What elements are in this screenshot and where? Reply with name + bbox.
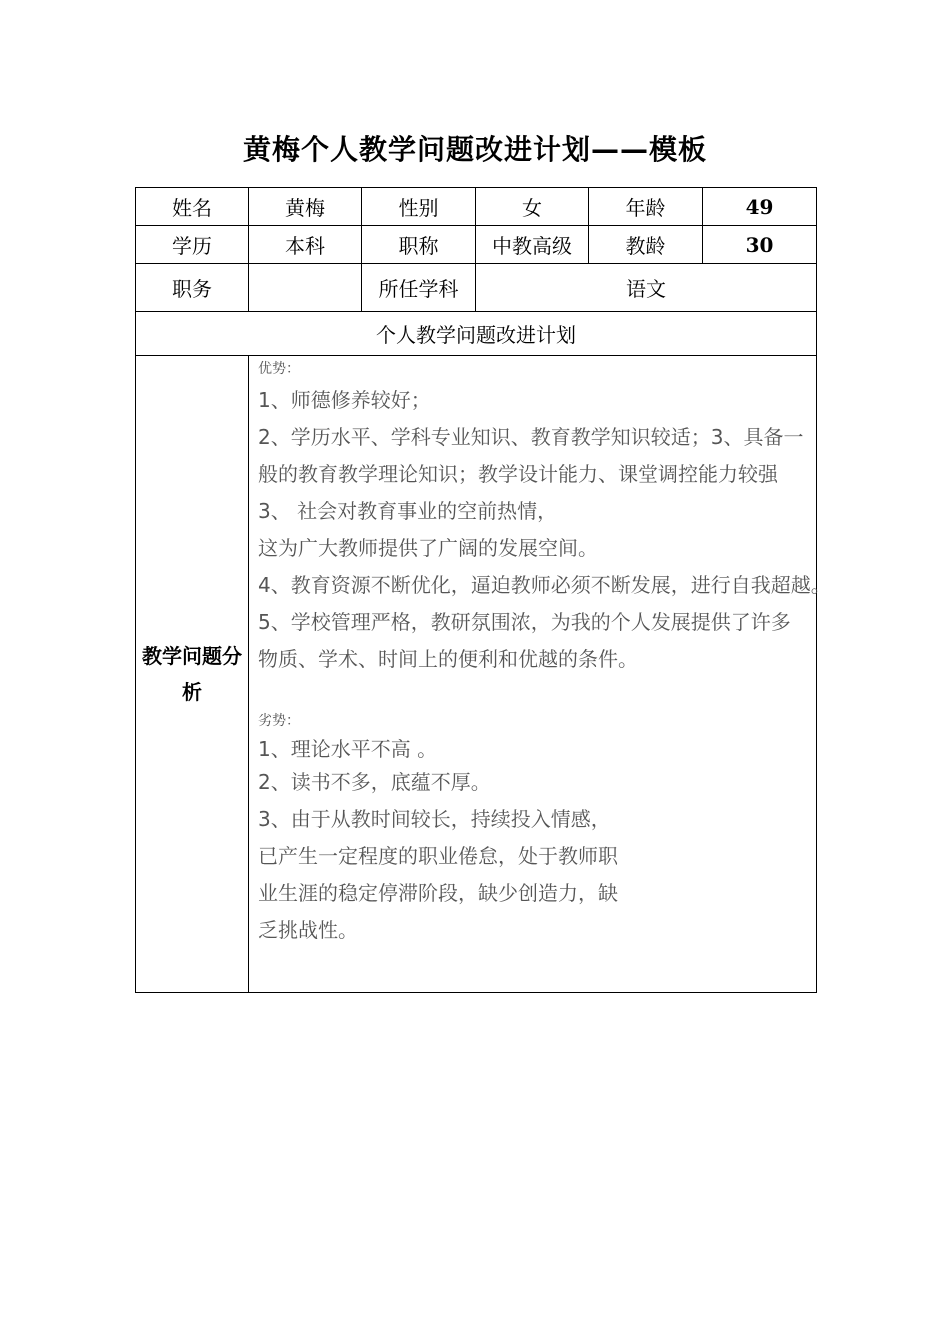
weakness-item: 2、读书不多，底蕴不厚。 (258, 770, 491, 794)
education-value: 本科 (249, 226, 362, 264)
strength-item: 3、 社会对教育事业的空前热情， (258, 499, 558, 523)
teacher-info-table (135, 187, 831, 993)
rank-label: 职称 (362, 226, 476, 264)
table-row (136, 312, 817, 356)
strength-item: 这为广大教师提供了广阔的发展空间。 (258, 536, 598, 560)
teaching-years-label: 教龄 (589, 226, 703, 264)
rank-value: 中教高级 (476, 226, 589, 264)
analysis-label (136, 356, 249, 993)
weaknesses-heading: 劣势： (258, 713, 300, 729)
weakness-item: 乏挑战性。 (258, 918, 358, 942)
table-row (136, 356, 817, 993)
section-title: 个人教学问题改进计划 (136, 312, 817, 356)
name-label: 姓名 (136, 188, 249, 226)
analysis-label-line1: 教学问题分 (142, 644, 242, 668)
name-value: 黄梅 (249, 188, 362, 226)
strength-item: 4、教育资源不断优化，逼迫教师必须不断发展，进行自我超越。 (258, 573, 831, 597)
teaching-years-value: 30 (703, 226, 817, 264)
subject-value: 语文 (476, 264, 817, 312)
table-row (136, 188, 817, 226)
age-label: 年龄 (589, 188, 703, 226)
strength-item: 1、师德修养较好； (258, 388, 431, 412)
weakness-item: 已产生一定程度的职业倦怠，处于教师职 (258, 844, 618, 868)
subject-label: 所任学科 (362, 264, 476, 312)
analysis-content (249, 356, 831, 993)
education-label: 学历 (136, 226, 249, 264)
page-title: 黄梅个人教学问题改进计划——模板 (242, 133, 707, 166)
table-row (136, 226, 817, 264)
gender-value: 女 (476, 188, 589, 226)
strength-item: 5、学校管理严格，教研氛围浓，为我的个人发展提供了许多物质、学术、时间上的便利和优越的条件。 (258, 610, 791, 671)
analysis-label-line2: 析 (182, 680, 202, 704)
gender-label: 性别 (362, 188, 476, 226)
table-row (136, 264, 817, 312)
strengths-heading: 优势： (258, 361, 300, 377)
weakness-item: 3、由于从教时间较长，持续投入情感， (258, 807, 611, 831)
position-value (249, 264, 362, 312)
age-value: 49 (703, 188, 817, 226)
strength-item: 2、学历水平、学科专业知识、教育教学知识较适；3、具备一般的教育教学理论知识；教学设计能力、课堂调控能力较强 (258, 425, 804, 486)
position-label: 职务 (136, 264, 249, 312)
weakness-item: 业生涯的稳定停滞阶段，缺少创造力，缺 (258, 881, 618, 905)
weakness-item: 1、理论水平不高 。 (258, 737, 438, 761)
